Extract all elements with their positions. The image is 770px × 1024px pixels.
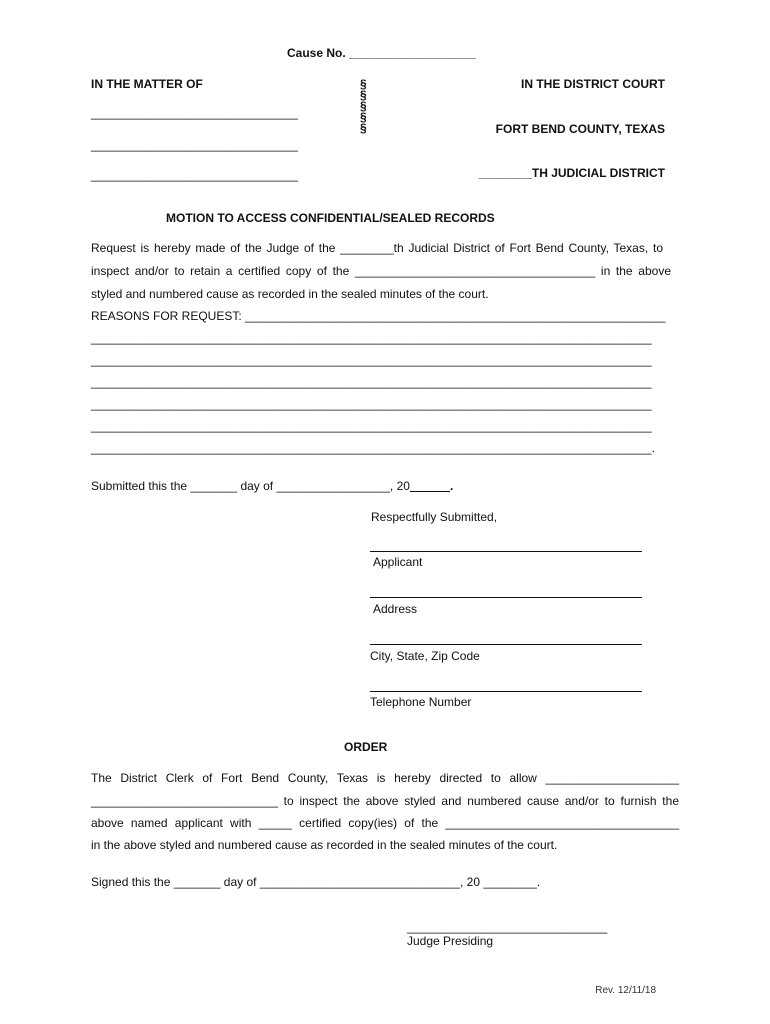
court-name: IN THE DISTRICT COURT bbox=[521, 77, 665, 91]
party-blank-3: _______________________________ bbox=[91, 168, 298, 182]
judge-signature-blank: ______________________________ bbox=[407, 920, 608, 934]
order-line-2: ____________________________ to inspect the above styled and numbered cause and/or to furnish the bbox=[91, 794, 679, 808]
respectfully-submitted: Respectfully Submitted, bbox=[371, 510, 498, 524]
motion-line-1: Request is hereby made of the Judge of the ________th Judicial District of Fort Bend County, Texas, to bbox=[91, 241, 663, 255]
applicant-label: Applicant bbox=[373, 555, 423, 569]
submitted-date-line bbox=[91, 479, 453, 493]
cause-number: Cause No. ___________________ bbox=[287, 46, 476, 60]
revision-date: Rev. 12/11/18 bbox=[595, 985, 656, 996]
party-blank-1: _______________________________ bbox=[91, 106, 298, 120]
city-state-zip-label: City, State, Zip Code bbox=[370, 649, 480, 663]
reason-line: ____________________________________________________________________________________ bbox=[91, 353, 652, 367]
county-name: FORT BEND COUNTY, TEXAS bbox=[495, 122, 665, 136]
order-line-1: The District Clerk of Fort Bend County, Texas is hereby directed to allow ____________________ bbox=[91, 771, 679, 785]
motion-line-2: inspect and/or to retain a certified copy of the ____________________________________ in the above bbox=[91, 264, 671, 278]
reason-line: ____________________________________________________________________________________ bbox=[91, 375, 652, 389]
signature-line-applicant bbox=[370, 551, 642, 552]
address-label: Address bbox=[373, 602, 418, 616]
order-title: ORDER bbox=[344, 740, 388, 754]
reason-line: ____________________________________________________________________________________ bbox=[91, 331, 652, 345]
signature-line-telephone bbox=[370, 691, 642, 692]
motion-title: MOTION TO ACCESS CONFIDENTIAL/SEALED RECORDS bbox=[166, 211, 495, 225]
reasons-label: REASONS FOR REQUEST: _______________________________________________________________ bbox=[91, 309, 666, 323]
section-mark: § bbox=[360, 121, 367, 135]
section-mark: § bbox=[360, 99, 367, 113]
signature-line-city bbox=[370, 644, 642, 645]
judicial-district: ________TH JUDICIAL DISTRICT bbox=[478, 166, 665, 180]
signed-date-line: Signed this the _______ day of ______________________________, 20 ________. bbox=[91, 875, 541, 889]
section-mark: § bbox=[360, 110, 367, 124]
motion-line-3: styled and numbered cause as recorded in the sealed minutes of the court. bbox=[91, 287, 489, 301]
reason-line: ____________________________________________________________________________________. bbox=[91, 441, 655, 455]
telephone-label: Telephone Number bbox=[370, 695, 472, 709]
reason-line: ____________________________________________________________________________________ bbox=[91, 419, 652, 433]
submitted-year-blank: ______ bbox=[409, 479, 450, 493]
order-line-4: in the above styled and numbered cause as recorded in the sealed minutes of the court. bbox=[91, 838, 558, 852]
reason-line: ____________________________________________________________________________________ bbox=[91, 397, 652, 411]
order-line-3: above named applicant with _____ certified copy(ies) of the ___________________________________ bbox=[91, 816, 679, 830]
submitted-period: . bbox=[449, 479, 454, 493]
party-blank-2: _______________________________ bbox=[91, 138, 298, 152]
judge-presiding-label: Judge Presiding bbox=[407, 934, 494, 948]
signature-line-address bbox=[370, 597, 642, 598]
section-mark: § bbox=[360, 88, 367, 102]
section-mark: § bbox=[360, 77, 367, 91]
in-the-matter-label: IN THE MATTER OF bbox=[91, 77, 203, 91]
section-marks bbox=[360, 79, 367, 134]
submitted-text: Submitted this the _______ day of _________________, 20 bbox=[91, 479, 410, 493]
